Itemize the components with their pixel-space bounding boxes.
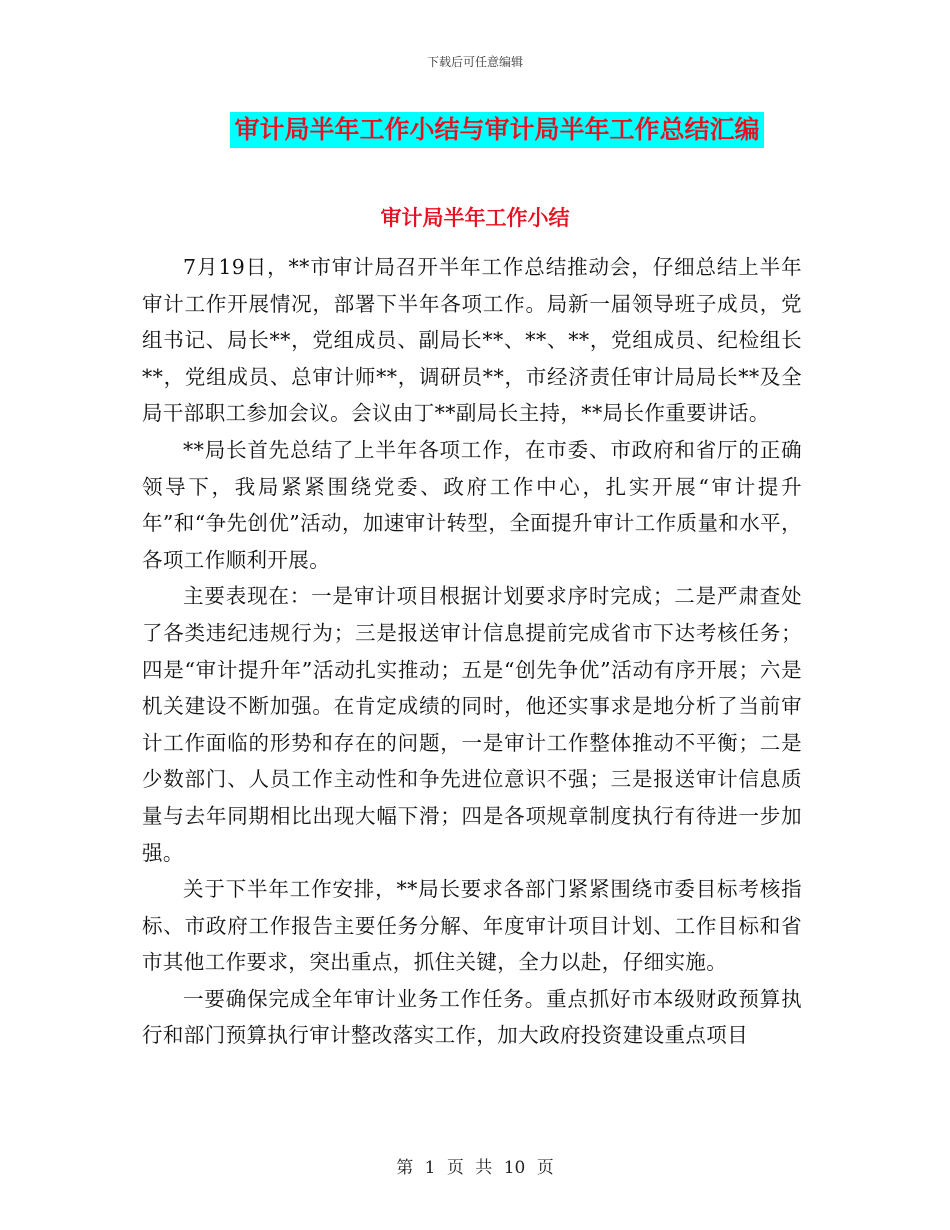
document-body [142,249,802,1054]
paragraph: 关于下半年工作安排，**局长要求各部门紧紧围绕市委目标考核指标、市政府工作报告主要任务分解、年度审计项目计划、工作目标和省市其他工作要求，突出重点，抓住关键，全力以赴，仔细实施。 [142,877,802,975]
paragraph: **局长首先总结了上半年各项工作，在市委、市政府和省厅的正确领导下，我局紧紧围绕党委、政府工作中心，扎实开展“审计提升年”和“争先创优”活动，加速审计转型，全面提升审计工作质量和水平，各项工作顺利开展。 [142,437,802,572]
paragraph: 一要确保完成全年审计业务工作任务。重点抓好市本级财政预算执行和部门预算执行审计整改落实工作，加大政府投资建设重点项目 [142,986,802,1048]
document-title: 审计局半年工作小结与审计局半年工作总结汇编 [230,112,763,148]
header-note: 下载后可任意编辑 [426,55,523,69]
paragraph: 主要表现在：一是审计项目根据计划要求序时完成；二是严肃查处了各类违纪违规行为；三是报送审计信息提前完成省市下达考核任务；四是“审计提升年”活动扎实推动；五是“创先争优”活动有序开展；六是机关建设不断加强。在肯定成绩的同时，他还实事求是地分析了当前审计工作面临的形势和存在的问题，一是审计工作整体推动不平衡；二是少数部门、人员工作主动性和争先进位意识不强；三是报送审计信息质量与去年同期相比出现大幅下滑；四是各项规章制度执行有待进一步加强。 [142,584,802,865]
paragraph: 7月19日，**市审计局召开半年工作总结推动会，仔细总结上半年审计工作开展情况，部署下半年各项工作。局新一届领导班子成员，党组书记、局长**，党组成员、副局长**、**、**，党组成员、纪检组长**，党组成员、总审计师**，调研员**，市经济责任审计局局长**及全局干部职工参加会议。会议由丁**副局长主持，**局长作重要讲话。 [142,255,802,426]
document-title-container [0,112,950,148]
page-footer: 第 1 页 共 10 页 [396,1158,554,1178]
section-title: 审计局半年工作小结 [380,206,570,230]
